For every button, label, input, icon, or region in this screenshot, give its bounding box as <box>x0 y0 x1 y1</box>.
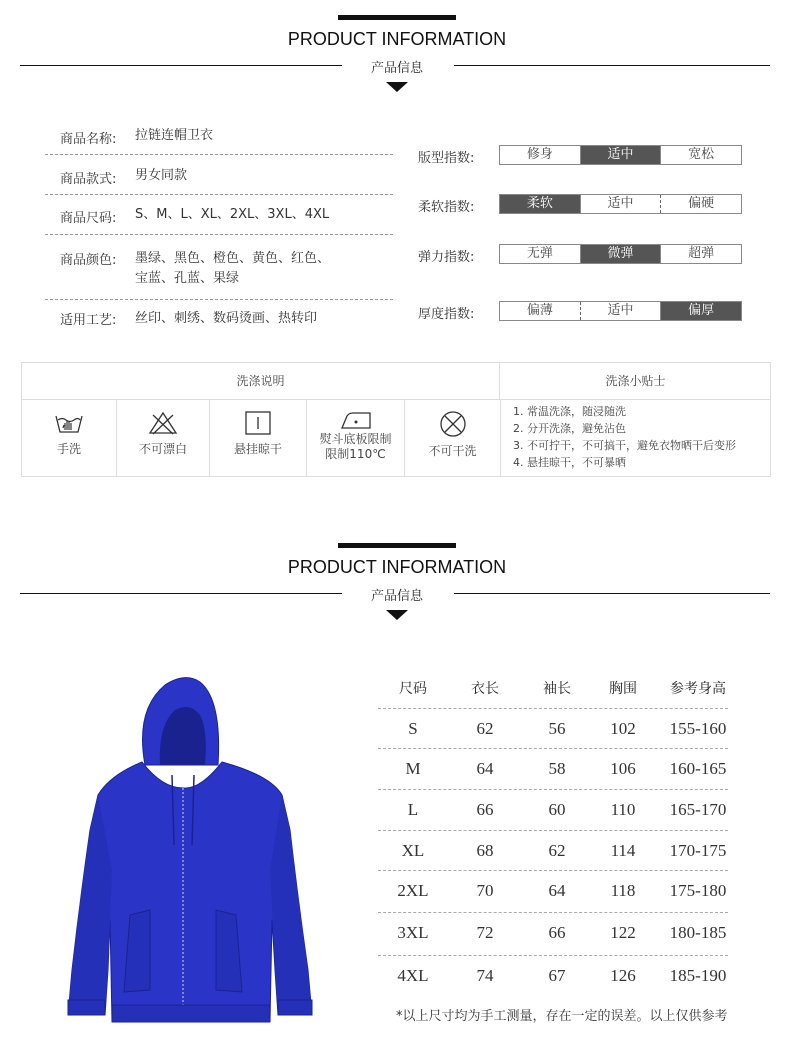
table-row <box>378 830 728 870</box>
height-cell: 175-180 <box>669 881 727 900</box>
index-option: 宽松 <box>660 146 741 164</box>
wash-item <box>117 400 210 476</box>
info-value: S、M、L、XL、2XL、3XL、4XL <box>135 207 330 222</box>
info-value-2: 宝蓝、孔蓝、果绿 <box>135 271 240 286</box>
hand-wash-icon <box>54 410 84 436</box>
index-option: 偏薄 <box>526 303 553 318</box>
info-row-craft <box>45 309 393 333</box>
header-bar <box>338 15 456 20</box>
section-title: PRODUCT INFORMATION <box>287 557 507 577</box>
softness-index <box>418 194 758 216</box>
index-option-selected: 微弹 <box>580 245 661 263</box>
index-scale <box>499 244 742 264</box>
iron-icon <box>339 408 373 432</box>
info-value: 墨绿、黑色、橙色、黄色、红色、 <box>135 251 331 266</box>
info-value: 拉链连帽卫衣 <box>135 128 214 143</box>
info-row-color <box>45 249 393 300</box>
sleeve-cell: 64 <box>548 881 566 900</box>
header-cell: 衣长 <box>471 681 499 697</box>
header-cell: 参考身高 <box>670 681 726 697</box>
wash-label-2: 限制110℃ <box>325 447 386 461</box>
no-bleach-icon <box>148 410 178 436</box>
height-cell: 170-175 <box>669 841 727 860</box>
info-label: 商品款式: <box>60 172 117 187</box>
size-cell: M <box>405 759 421 778</box>
tip-item: 1. 常温洗涤，随浸随洗 <box>513 405 626 418</box>
index-label: 弹力指数: <box>418 250 475 265</box>
chest-cell: 114 <box>610 841 636 860</box>
chest-cell: 122 <box>610 923 636 942</box>
index-option-selected: 适中 <box>580 146 661 164</box>
chest-cell: 102 <box>610 719 636 738</box>
chest-cell: 126 <box>610 966 636 985</box>
info-value: 丝印、刺绣、数码烫画、热转印 <box>135 311 318 326</box>
thickness-index <box>418 301 758 323</box>
length-cell: 66 <box>476 800 494 819</box>
section-header-2 <box>0 543 790 623</box>
down-arrow-icon <box>386 610 408 620</box>
index-scale <box>499 145 742 165</box>
index-scale <box>499 194 742 214</box>
sleeve-cell: 56 <box>548 719 566 738</box>
index-scale <box>499 301 742 321</box>
index-option-selected: 偏厚 <box>660 302 741 320</box>
wash-label: 手洗 <box>56 442 81 456</box>
wash-item <box>210 400 307 476</box>
wash-tips <box>501 403 771 471</box>
index-option: 偏硬 <box>660 195 741 213</box>
index-option: 适中 <box>580 195 661 213</box>
height-cell: 180-185 <box>669 923 727 942</box>
wash-label: 悬挂晾干 <box>233 442 282 456</box>
wash-item <box>22 400 117 476</box>
length-cell: 68 <box>476 841 494 860</box>
index-option: 超弹 <box>660 245 741 263</box>
wash-item <box>405 400 501 476</box>
chest-cell: 110 <box>610 800 636 819</box>
info-row-name <box>45 128 393 155</box>
wash-table <box>21 362 771 477</box>
index-label: 厚度指数: <box>418 307 475 322</box>
header-cell: 尺码 <box>399 681 427 697</box>
sleeve-cell: 58 <box>548 759 566 778</box>
sleeve-cell: 60 <box>548 800 566 819</box>
size-table-header <box>378 678 728 698</box>
section-subtitle: 产品信息 <box>370 589 423 604</box>
elasticity-index <box>418 244 758 266</box>
wash-header: 洗涤说明 <box>22 363 500 400</box>
table-row <box>378 912 728 952</box>
size-cell: 3XL <box>397 923 429 942</box>
chest-cell: 118 <box>610 881 636 900</box>
size-cell: 2XL <box>397 881 429 900</box>
wash-label: 不可干洗 <box>428 444 477 458</box>
height-cell: 155-160 <box>669 719 727 738</box>
wash-item <box>307 400 405 476</box>
size-cell: XL <box>401 841 425 860</box>
table-row <box>378 789 728 829</box>
index-option: 修身 <box>526 147 553 162</box>
table-row <box>378 955 728 995</box>
section-title: PRODUCT INFORMATION <box>287 29 507 49</box>
tips-header: 洗涤小贴士 <box>500 363 771 400</box>
size-cell: S <box>408 719 418 738</box>
height-cell: 165-170 <box>669 800 727 819</box>
index-label: 柔软指数: <box>418 200 475 215</box>
size-note: *以上尺寸均为手工测量，存在一定的误差。以上仅供参考 <box>396 1009 728 1024</box>
size-cell: 4XL <box>397 966 429 985</box>
length-cell: 64 <box>476 759 494 778</box>
length-cell: 72 <box>476 923 494 942</box>
height-cell: 185-190 <box>669 966 727 985</box>
header-cell: 袖长 <box>543 681 571 697</box>
index-option: 无弹 <box>526 246 553 261</box>
table-row <box>378 708 728 748</box>
header-cell: 胸围 <box>609 681 637 697</box>
info-row-size <box>45 207 393 235</box>
section-subtitle: 产品信息 <box>370 61 423 76</box>
tip-item: 4. 悬挂晾干，不可暴晒 <box>513 456 626 469</box>
info-row-style <box>45 168 393 195</box>
info-value: 男女同款 <box>135 168 188 183</box>
sleeve-cell: 66 <box>548 923 566 942</box>
tip-item: 2. 分开洗涤，避免沾色 <box>513 422 626 435</box>
sleeve-cell: 62 <box>548 841 566 860</box>
tip-item: 3. 不可拧干，不可搞干，避免衣物晒干后变形 <box>513 439 736 452</box>
down-arrow-icon <box>386 82 408 92</box>
no-dry-clean-icon <box>438 410 468 438</box>
size-cell: L <box>407 800 419 819</box>
index-option-selected: 柔软 <box>500 195 580 213</box>
fit-index <box>418 145 758 167</box>
length-cell: 74 <box>476 966 494 985</box>
info-label: 适用工艺: <box>60 313 117 328</box>
chest-cell: 106 <box>610 759 636 778</box>
table-row <box>378 748 728 788</box>
header-bar <box>338 543 456 548</box>
hoodie-image <box>50 670 320 1025</box>
length-cell: 62 <box>476 719 494 738</box>
sleeve-cell: 67 <box>548 966 566 985</box>
index-label: 版型指数: <box>418 151 475 166</box>
section-header-1 <box>0 15 790 95</box>
info-label: 商品尺码: <box>60 211 117 226</box>
wash-label: 熨斗底板限制 <box>319 432 392 446</box>
index-option: 适中 <box>580 302 661 320</box>
hang-dry-icon <box>243 410 273 436</box>
length-cell: 70 <box>476 881 494 900</box>
height-cell: 160-165 <box>669 759 727 778</box>
table-row <box>378 870 728 910</box>
info-label: 商品名称: <box>60 132 117 147</box>
info-label: 商品颜色: <box>60 253 117 268</box>
wash-label: 不可漂白 <box>138 442 187 456</box>
